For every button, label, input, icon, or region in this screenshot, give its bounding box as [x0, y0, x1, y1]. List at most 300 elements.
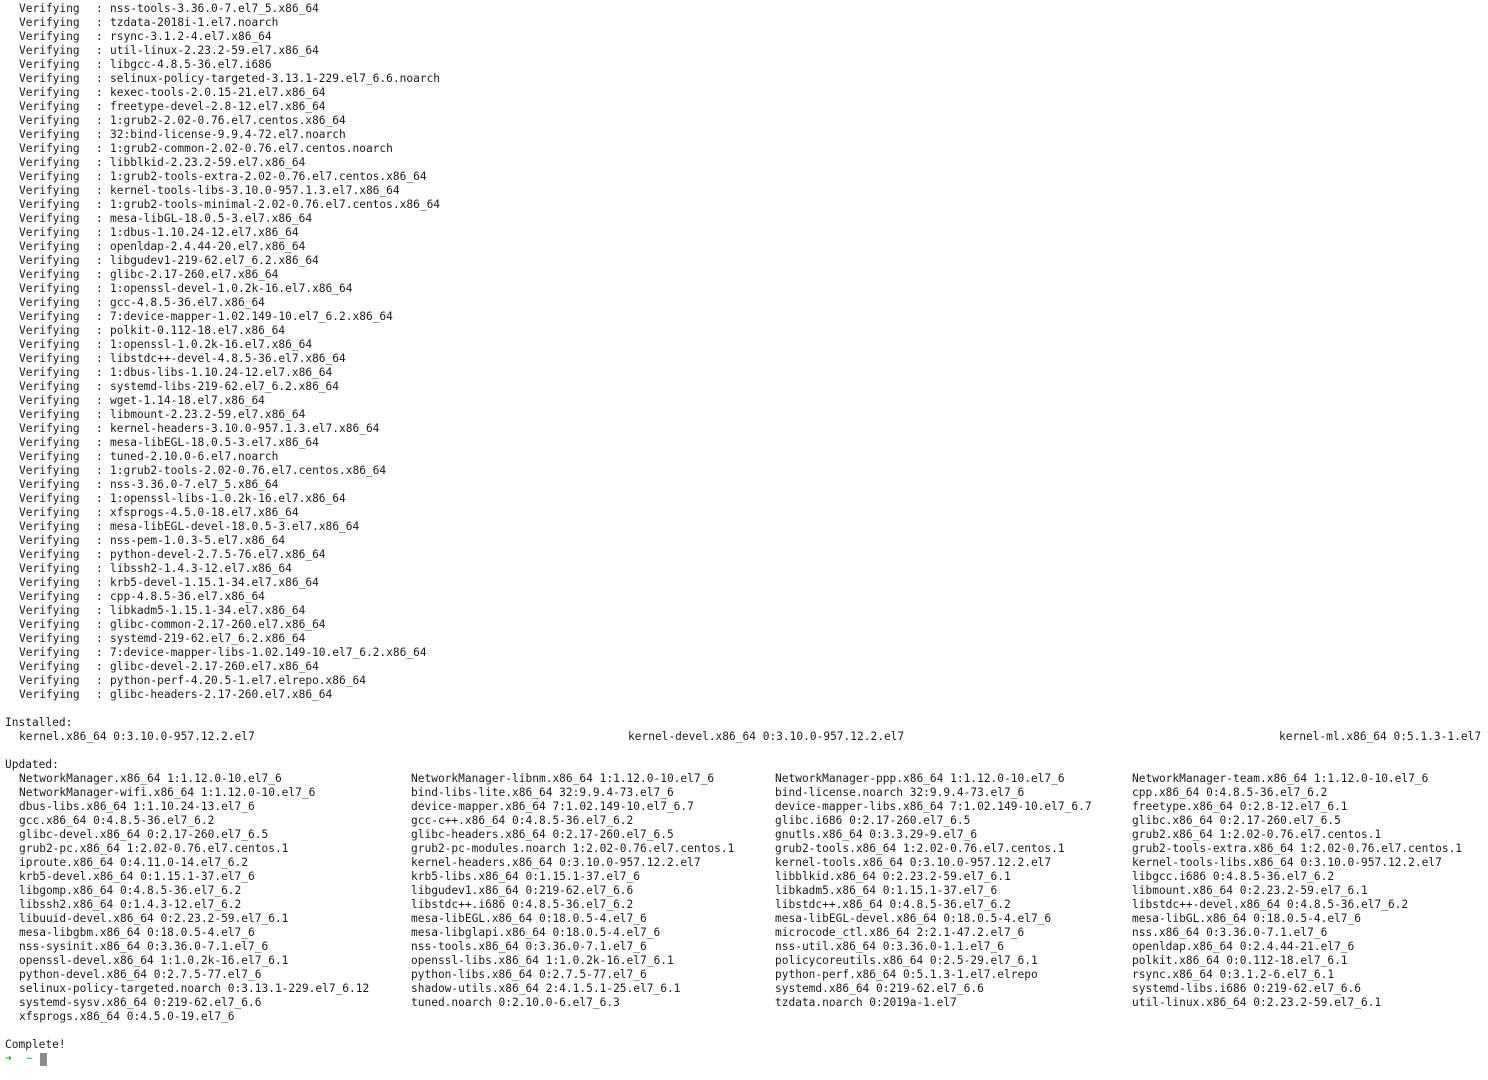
verify-line [0, 156, 1488, 170]
verify-colon: : [96, 44, 103, 57]
verify-colon: : [96, 156, 103, 169]
verify-colon: : [96, 660, 103, 673]
verify-package: util-linux-2.23.2-59.el7.x86_64 [110, 44, 319, 57]
verify-line [0, 352, 1488, 366]
updated-package: openssl-libs.x86_64 1:1.0.2k-16.el7_6.1 [411, 954, 674, 967]
updated-package: NetworkManager-ppp.x86_64 1:1.12.0-10.el7_6 [775, 772, 1065, 785]
updated-package: freetype.x86_64 0:2.8-12.el7_6.1 [1132, 800, 1348, 813]
updated-package: policycoreutils.x86_64 0:2.5-29.el7_6.1 [775, 954, 1038, 967]
verify-package: gcc-4.8.5-36.el7.x86_64 [110, 296, 265, 309]
verify-verb: Verifying [19, 436, 80, 449]
verify-line [0, 436, 1488, 450]
verify-verb: Verifying [19, 590, 80, 603]
verify-line [0, 226, 1488, 240]
verify-package: kexec-tools-2.0.15-21.el7.x86_64 [110, 86, 326, 99]
verify-colon: : [96, 170, 103, 183]
updated-package: rsync.x86_64 0:3.1.2-6.el7_6.1 [1132, 968, 1335, 981]
updated-package: tuned.noarch 0:2.10.0-6.el7_6.3 [411, 996, 620, 1009]
verify-verb: Verifying [19, 72, 80, 85]
verify-line [0, 100, 1488, 114]
verify-colon: : [96, 688, 103, 701]
verify-package: glibc-common-2.17-260.el7.x86_64 [110, 618, 326, 631]
updated-package: libgomp.x86_64 0:4.8.5-36.el7_6.2 [19, 884, 242, 897]
verify-verb: Verifying [19, 324, 80, 337]
updated-package: microcode_ctl.x86_64 2:2.1-47.2.el7_6 [775, 926, 1025, 939]
verify-line [0, 310, 1488, 324]
updated-package: systemd-libs.i686 0:219-62.el7_6.6 [1132, 982, 1362, 995]
verify-line [0, 184, 1488, 198]
updated-package: kernel-tools-libs.x86_64 0:3.10.0-957.12.2.el7 [1132, 856, 1442, 869]
verify-verb: Verifying [19, 450, 80, 463]
verify-line [0, 548, 1488, 562]
verify-colon: : [96, 380, 103, 393]
verify-package: selinux-policy-targeted-3.13.1-229.el7_6.6.noarch [110, 72, 441, 85]
verify-line [0, 268, 1488, 282]
verify-line [0, 44, 1488, 58]
verify-colon: : [96, 184, 103, 197]
arrow-right-icon: ➜ [5, 1052, 12, 1065]
verify-package: openldap-2.4.44-20.el7.x86_64 [110, 240, 306, 253]
verify-package: 32:bind-license-9.9.4-72.el7.noarch [110, 128, 346, 141]
updated-package: NetworkManager-wifi.x86_64 1:1.12.0-10.el7_6 [19, 786, 316, 799]
updated-package: libstdc++-devel.x86_64 0:4.8.5-36.el7_6.2 [1132, 898, 1409, 911]
updated-package: python-libs.x86_64 0:2.7.5-77.el7_6 [411, 968, 647, 981]
verify-colon: : [96, 506, 103, 519]
shell-prompt[interactable] [0, 1052, 1488, 1066]
verify-package: 1:grub2-tools-minimal-2.02-0.76.el7.centos.x86_64 [110, 198, 441, 211]
blank-line [0, 744, 1488, 758]
verify-verb: Verifying [19, 30, 80, 43]
updated-package: device-mapper.x86_64 7:1.02.149-10.el7_6.7 [411, 800, 694, 813]
installed-row [0, 730, 1488, 744]
verify-verb: Verifying [19, 604, 80, 617]
updated-row [0, 940, 1488, 954]
verify-colon: : [96, 212, 103, 225]
verify-package: 7:device-mapper-libs-1.02.149-10.el7_6.2.x86_64 [110, 646, 427, 659]
verify-colon: : [96, 408, 103, 421]
updated-package: mesa-libglapi.x86_64 0:18.0.5-4.el7_6 [411, 926, 661, 939]
verify-verb: Verifying [19, 86, 80, 99]
updated-package: grub2-tools.x86_64 1:2.02-0.76.el7.centos.1 [775, 842, 1065, 855]
verify-package: libmount-2.23.2-59.el7.x86_64 [110, 408, 306, 421]
verify-package: freetype-devel-2.8-12.el7.x86_64 [110, 100, 326, 113]
verify-package: 1:openssl-1.0.2k-16.el7.x86_64 [110, 338, 313, 351]
verify-colon: : [96, 422, 103, 435]
verify-line [0, 464, 1488, 478]
updated-package: nss-util.x86_64 0:3.36.0-1.1.el7_6 [775, 940, 1005, 953]
verify-colon: : [96, 30, 103, 43]
verify-package: 1:grub2-tools-extra-2.02-0.76.el7.centos.x86_64 [110, 170, 427, 183]
verify-package: libgudev1-219-62.el7_6.2.x86_64 [110, 254, 319, 267]
verify-line [0, 380, 1488, 394]
verify-line [0, 128, 1488, 142]
verify-colon: : [96, 366, 103, 379]
text-cursor[interactable] [40, 1053, 47, 1066]
updated-package: openldap.x86_64 0:2.4.44-21.el7_6 [1132, 940, 1355, 953]
updated-package: grub2.x86_64 1:2.02-0.76.el7.centos.1 [1132, 828, 1382, 841]
verify-verb: Verifying [19, 310, 80, 323]
verify-verb: Verifying [19, 212, 80, 225]
verify-verb: Verifying [19, 562, 80, 575]
verify-verb: Verifying [19, 618, 80, 631]
verify-verb: Verifying [19, 380, 80, 393]
verify-verb: Verifying [19, 100, 80, 113]
verify-colon: : [96, 576, 103, 589]
verify-verb: Verifying [19, 520, 80, 533]
verify-colon: : [96, 590, 103, 603]
prompt-directory: ~ [26, 1052, 33, 1065]
updated-package: grub2-pc-modules.noarch 1:2.02-0.76.el7.centos.1 [411, 842, 735, 855]
verify-package: kernel-headers-3.10.0-957.1.3.el7.x86_64 [110, 422, 380, 435]
verify-line [0, 492, 1488, 506]
updated-row [0, 1010, 1488, 1024]
verify-colon: : [96, 282, 103, 295]
updated-row [0, 814, 1488, 828]
verify-package: mesa-libGL-18.0.5-3.el7.x86_64 [110, 212, 313, 225]
verify-verb: Verifying [19, 296, 80, 309]
updated-package: openssl-devel.x86_64 1:1.0.2k-16.el7_6.1 [19, 954, 289, 967]
verify-verb: Verifying [19, 16, 80, 29]
verify-line [0, 296, 1488, 310]
verify-package: nss-pem-1.0.3-5.el7.x86_64 [110, 534, 286, 547]
verify-colon: : [96, 478, 103, 491]
verify-line [0, 58, 1488, 72]
verify-line [0, 562, 1488, 576]
verify-verb: Verifying [19, 58, 80, 71]
verify-line [0, 2, 1488, 16]
verify-verb: Verifying [19, 394, 80, 407]
updated-row [0, 800, 1488, 814]
verify-verb: Verifying [19, 506, 80, 519]
verify-verb: Verifying [19, 226, 80, 239]
updated-package: grub2-tools-extra.x86_64 1:2.02-0.76.el7.centos.1 [1132, 842, 1463, 855]
verify-line [0, 394, 1488, 408]
verify-package: kernel-tools-libs-3.10.0-957.1.3.el7.x86_64 [110, 184, 400, 197]
verify-colon: : [96, 198, 103, 211]
verify-line [0, 450, 1488, 464]
updated-row [0, 968, 1488, 982]
updated-package: krb5-devel.x86_64 0:1.15.1-37.el7_6 [19, 870, 255, 883]
updated-package: systemd.x86_64 0:219-62.el7_6.6 [775, 982, 984, 995]
verify-verb: Verifying [19, 142, 80, 155]
verify-line [0, 590, 1488, 604]
verify-verb: Verifying [19, 660, 80, 673]
verify-package: nss-tools-3.36.0-7.el7_5.x86_64 [110, 2, 319, 15]
verify-verb: Verifying [19, 170, 80, 183]
verify-verb: Verifying [19, 548, 80, 561]
updated-package: nss-sysinit.x86_64 0:3.36.0-7.1.el7_6 [19, 940, 269, 953]
updated-row [0, 996, 1488, 1010]
updated-row [0, 982, 1488, 996]
verify-verb: Verifying [19, 366, 80, 379]
verify-colon: : [96, 58, 103, 71]
verify-line [0, 16, 1488, 30]
verify-line [0, 366, 1488, 380]
installed-package: kernel.x86_64 0:3.10.0-957.12.2.el7 [19, 730, 255, 743]
verify-package: 1:grub2-common-2.02-0.76.el7.centos.noarch [110, 142, 393, 155]
updated-row [0, 926, 1488, 940]
verify-line [0, 254, 1488, 268]
verify-package: tzdata-2018i-1.el7.noarch [110, 16, 279, 29]
verify-colon: : [96, 324, 103, 337]
installed-package: kernel-ml.x86_64 0:5.1.3-1.el7 [1279, 730, 1482, 743]
verify-package: 7:device-mapper-1.02.149-10.el7_6.2.x86_64 [110, 310, 393, 323]
verify-colon: : [96, 100, 103, 113]
updated-package: libblkid.x86_64 0:2.23.2-59.el7_6.1 [775, 870, 1011, 883]
verify-colon: : [96, 618, 103, 631]
verify-package: systemd-libs-219-62.el7_6.2.x86_64 [110, 380, 340, 393]
verify-line [0, 212, 1488, 226]
updated-package: iproute.x86_64 0:4.11.0-14.el7_6.2 [19, 856, 249, 869]
verify-package: xfsprogs-4.5.0-18.el7.x86_64 [110, 506, 299, 519]
updated-package: krb5-libs.x86_64 0:1.15.1-37.el7_6 [411, 870, 641, 883]
verify-colon: : [96, 352, 103, 365]
updated-row [0, 856, 1488, 870]
verify-colon: : [96, 142, 103, 155]
updated-package: systemd-sysv.x86_64 0:219-62.el7_6.6 [19, 996, 262, 1009]
verify-verb: Verifying [19, 478, 80, 491]
verify-package: 1:dbus-1.10.24-12.el7.x86_64 [110, 226, 299, 239]
verify-package: libkadm5-1.15.1-34.el7.x86_64 [110, 604, 306, 617]
verify-colon: : [96, 254, 103, 267]
updated-row [0, 828, 1488, 842]
verify-package: 1:openssl-devel-1.0.2k-16.el7.x86_64 [110, 282, 353, 295]
updated-package: python-perf.x86_64 0:5.1.3-1.el7.elrepo [775, 968, 1038, 981]
updated-row [0, 954, 1488, 968]
verify-colon: : [96, 240, 103, 253]
updated-package: gcc-c++.x86_64 0:4.8.5-36.el7_6.2 [411, 814, 634, 827]
updated-package: libmount.x86_64 0:2.23.2-59.el7_6.1 [1132, 884, 1368, 897]
verify-verb: Verifying [19, 44, 80, 57]
verify-package: 1:grub2-2.02-0.76.el7.centos.x86_64 [110, 114, 346, 127]
verify-colon: : [96, 394, 103, 407]
verify-package: python-perf-4.20.5-1.el7.elrepo.x86_64 [110, 674, 366, 687]
updated-package: kernel-headers.x86_64 0:3.10.0-957.12.2.el7 [411, 856, 701, 869]
updated-row [0, 884, 1488, 898]
verify-package: python-devel-2.7.5-76.el7.x86_64 [110, 548, 326, 561]
verify-colon: : [96, 632, 103, 645]
updated-package: gnutls.x86_64 0:3.3.29-9.el7_6 [775, 828, 978, 841]
updated-package: bind-license.noarch 32:9.9.4-73.el7_6 [775, 786, 1025, 799]
verify-verb: Verifying [19, 646, 80, 659]
verify-colon: : [96, 604, 103, 617]
verify-colon: : [96, 646, 103, 659]
verify-verb: Verifying [19, 632, 80, 645]
verify-colon: : [96, 72, 103, 85]
verify-package: glibc-headers-2.17-260.el7.x86_64 [110, 688, 333, 701]
verify-colon: : [96, 492, 103, 505]
updated-package: libkadm5.x86_64 0:1.15.1-37.el7_6 [775, 884, 998, 897]
updated-row [0, 870, 1488, 884]
updated-row [0, 912, 1488, 926]
verify-line [0, 114, 1488, 128]
verify-colon: : [96, 2, 103, 15]
updated-package: device-mapper-libs.x86_64 7:1.02.149-10.el7_6.7 [775, 800, 1092, 813]
verify-line [0, 632, 1488, 646]
verify-package: libssh2-1.4.3-12.el7.x86_64 [110, 562, 292, 575]
verify-line [0, 618, 1488, 632]
verify-colon: : [96, 338, 103, 351]
verify-line [0, 604, 1488, 618]
updated-header: Updated: [5, 758, 59, 771]
verify-line [0, 674, 1488, 688]
terminal-output[interactable] [0, 2, 1488, 1080]
verify-verb: Verifying [19, 534, 80, 547]
updated-package: python-devel.x86_64 0:2.7.5-77.el7_6 [19, 968, 262, 981]
verify-package: krb5-devel-1.15.1-34.el7.x86_64 [110, 576, 319, 589]
verify-package: rsync-3.1.2-4.el7.x86_64 [110, 30, 272, 43]
verify-package: tuned-2.10.0-6.el7.noarch [110, 450, 279, 463]
updated-package: NetworkManager-team.x86_64 1:1.12.0-10.el7_6 [1132, 772, 1429, 785]
verify-line [0, 240, 1488, 254]
updated-package: libgudev1.x86_64 0:219-62.el7_6.6 [411, 884, 634, 897]
updated-package: libstdc++.x86_64 0:4.8.5-36.el7_6.2 [775, 898, 1011, 911]
verify-verb: Verifying [19, 492, 80, 505]
installed-package: kernel-devel.x86_64 0:3.10.0-957.12.2.el7 [628, 730, 905, 743]
updated-package: kernel-tools.x86_64 0:3.10.0-957.12.2.el7 [775, 856, 1052, 869]
verify-package: mesa-libEGL-18.0.5-3.el7.x86_64 [110, 436, 319, 449]
updated-package: glibc.x86_64 0:2.17-260.el7_6.5 [1132, 814, 1341, 827]
verify-line [0, 534, 1488, 548]
verify-package: libblkid-2.23.2-59.el7.x86_64 [110, 156, 306, 169]
verify-line [0, 142, 1488, 156]
verify-verb: Verifying [19, 674, 80, 687]
verify-verb: Verifying [19, 688, 80, 701]
verify-line [0, 478, 1488, 492]
updated-package: NetworkManager-libnm.x86_64 1:1.12.0-10.el7_6 [411, 772, 715, 785]
verify-colon: : [96, 520, 103, 533]
verify-line [0, 506, 1488, 520]
verify-verb: Verifying [19, 254, 80, 267]
verify-verb: Verifying [19, 282, 80, 295]
verify-verb: Verifying [19, 576, 80, 589]
updated-package: libuuid-devel.x86_64 0:2.23.2-59.el7_6.1 [19, 912, 289, 925]
verify-colon: : [96, 16, 103, 29]
installed-header: Installed: [5, 716, 73, 729]
verify-verb: Verifying [19, 352, 80, 365]
verify-line [0, 338, 1488, 352]
verify-line [0, 198, 1488, 212]
verify-verb: Verifying [19, 422, 80, 435]
updated-package: NetworkManager.x86_64 1:1.12.0-10.el7_6 [19, 772, 282, 785]
updated-package: libssh2.x86_64 0:1.4.3-12.el7_6.2 [19, 898, 242, 911]
updated-package: util-linux.x86_64 0:2.23.2-59.el7_6.1 [1132, 996, 1382, 1009]
updated-package: libstdc++.i686 0:4.8.5-36.el7_6.2 [411, 898, 634, 911]
updated-package: xfsprogs.x86_64 0:4.5.0-19.el7_6 [19, 1010, 235, 1023]
verify-line [0, 576, 1488, 590]
updated-row [0, 786, 1488, 800]
verify-line [0, 422, 1488, 436]
updated-package: shadow-utils.x86_64 2:4.1.5.1-25.el7_6.1 [411, 982, 681, 995]
verify-colon: : [96, 86, 103, 99]
verify-colon: : [96, 128, 103, 141]
verify-verb: Verifying [19, 184, 80, 197]
verify-colon: : [96, 450, 103, 463]
updated-package: bind-libs-lite.x86_64 32:9.9.4-73.el7_6 [411, 786, 674, 799]
updated-package: mesa-libGL.x86_64 0:18.0.5-4.el7_6 [1132, 912, 1362, 925]
verify-line [0, 170, 1488, 184]
verify-line [0, 30, 1488, 44]
updated-package: nss-tools.x86_64 0:3.36.0-7.1.el7_6 [411, 940, 647, 953]
verify-colon: : [96, 534, 103, 547]
verify-line [0, 520, 1488, 534]
complete-message: Complete! [5, 1038, 66, 1051]
verify-line [0, 408, 1488, 422]
verify-verb: Verifying [19, 2, 80, 15]
verify-verb: Verifying [19, 198, 80, 211]
verify-package: libgcc-4.8.5-36.el7.i686 [110, 58, 272, 71]
updated-row [0, 898, 1488, 912]
verify-package: libstdc++-devel-4.8.5-36.el7.x86_64 [110, 352, 346, 365]
updated-package: glibc.i686 0:2.17-260.el7_6.5 [775, 814, 971, 827]
verify-line [0, 324, 1488, 338]
updated-package: mesa-libEGL.x86_64 0:18.0.5-4.el7_6 [411, 912, 647, 925]
verify-verb: Verifying [19, 464, 80, 477]
verify-line [0, 688, 1488, 702]
verify-line [0, 660, 1488, 674]
updated-package: gcc.x86_64 0:4.8.5-36.el7_6.2 [19, 814, 215, 827]
verify-colon: : [96, 114, 103, 127]
verify-line [0, 86, 1488, 100]
updated-package: mesa-libgbm.x86_64 0:18.0.5-4.el7_6 [19, 926, 255, 939]
updated-package: tzdata.noarch 0:2019a-1.el7 [775, 996, 957, 1009]
verify-package: 1:dbus-libs-1.10.24-12.el7.x86_64 [110, 366, 333, 379]
verify-package: wget-1.14-18.el7.x86_64 [110, 394, 265, 407]
verify-verb: Verifying [19, 114, 80, 127]
updated-package: grub2-pc.x86_64 1:2.02-0.76.el7.centos.1 [19, 842, 289, 855]
verify-package: 1:openssl-libs-1.0.2k-16.el7.x86_64 [110, 492, 346, 505]
verify-package: nss-3.36.0-7.el7_5.x86_64 [110, 478, 279, 491]
verify-verb: Verifying [19, 268, 80, 281]
verify-verb: Verifying [19, 240, 80, 253]
verify-package: cpp-4.8.5-36.el7.x86_64 [110, 590, 265, 603]
verify-line [0, 72, 1488, 86]
verify-colon: : [96, 436, 103, 449]
verify-package: glibc-devel-2.17-260.el7.x86_64 [110, 660, 319, 673]
updated-package: mesa-libEGL-devel.x86_64 0:18.0.5-4.el7_6 [775, 912, 1052, 925]
verify-package: mesa-libEGL-devel-18.0.5-3.el7.x86_64 [110, 520, 360, 533]
verify-package: polkit-0.112-18.el7.x86_64 [110, 324, 286, 337]
verify-verb: Verifying [19, 128, 80, 141]
verify-colon: : [96, 296, 103, 309]
updated-package: nss.x86_64 0:3.36.0-7.1.el7_6 [1132, 926, 1328, 939]
verify-colon: : [96, 226, 103, 239]
verify-verb: Verifying [19, 156, 80, 169]
verify-colon: : [96, 464, 103, 477]
verify-colon: : [96, 674, 103, 687]
updated-package: glibc-headers.x86_64 0:2.17-260.el7_6.5 [411, 828, 674, 841]
blank-line [0, 1024, 1488, 1038]
updated-package: cpp.x86_64 0:4.8.5-36.el7_6.2 [1132, 786, 1328, 799]
verify-verb: Verifying [19, 408, 80, 421]
updated-package: glibc-devel.x86_64 0:2.17-260.el7_6.5 [19, 828, 269, 841]
verify-package: systemd-219-62.el7_6.2.x86_64 [110, 632, 306, 645]
verify-package: 1:grub2-tools-2.02-0.76.el7.centos.x86_64 [110, 464, 387, 477]
verify-package: glibc-2.17-260.el7.x86_64 [110, 268, 279, 281]
updated-row [0, 842, 1488, 856]
verify-line [0, 646, 1488, 660]
updated-package: libgcc.i686 0:4.8.5-36.el7_6.2 [1132, 870, 1335, 883]
updated-package: selinux-policy-targeted.noarch 0:3.13.1-229.el7_6.12 [19, 982, 370, 995]
updated-package: polkit.x86_64 0:0.112-18.el7_6.1 [1132, 954, 1348, 967]
updated-package: dbus-libs.x86_64 1:1.10.24-13.el7_6 [19, 800, 255, 813]
verify-colon: : [96, 310, 103, 323]
verify-colon: : [96, 562, 103, 575]
updated-row [0, 772, 1488, 786]
blank-line [0, 702, 1488, 716]
verify-line [0, 282, 1488, 296]
verify-colon: : [96, 268, 103, 281]
